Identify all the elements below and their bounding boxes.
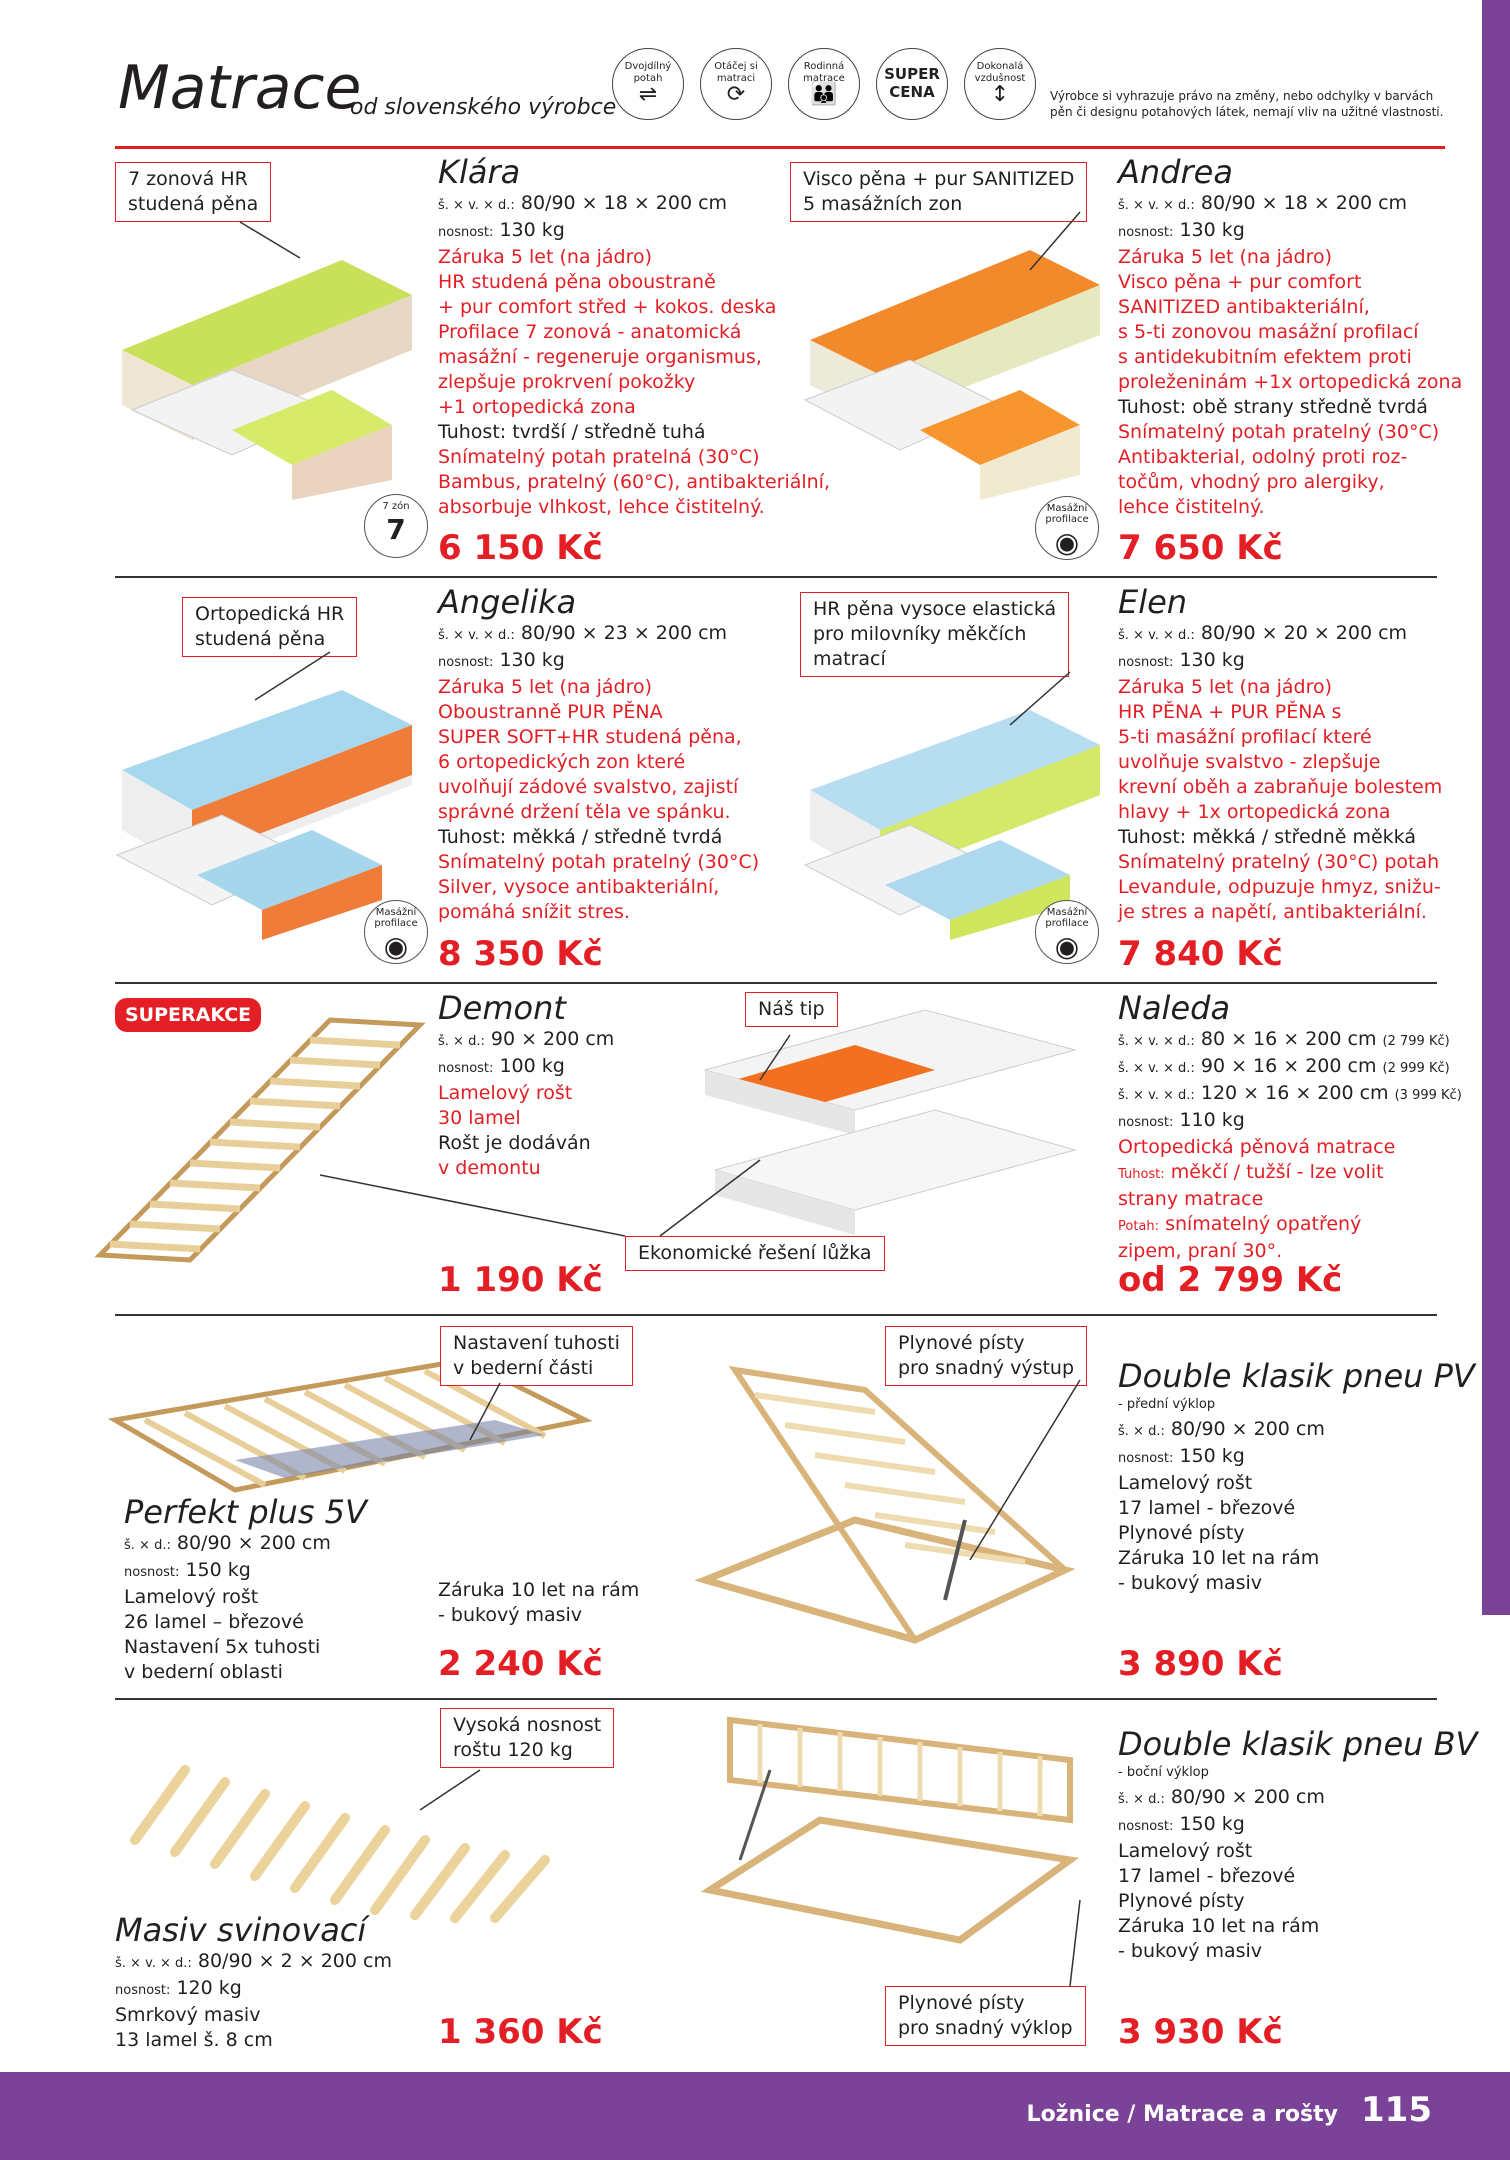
page-title: Matrace bbox=[118, 53, 362, 123]
angelika-callout: Ortopedická HR studená pěna bbox=[182, 597, 357, 657]
massage-profile-icon: Masážní profilace ◉ bbox=[364, 900, 428, 964]
double-bv-callout: Plynové písty pro snadný výklop bbox=[885, 1986, 1086, 2046]
naleda-price: od 2 799 Kč bbox=[1118, 1260, 1343, 1300]
double-pv-callout: Plynové písty pro snadný výstup bbox=[885, 1326, 1087, 1386]
flip-mattress-badge: Otáčej si matraci ⟳ bbox=[700, 48, 772, 120]
masiv-specs: š. × v. × d.: 80/90 × 2 × 200 cm nosnost: 120 kg Smrkový masiv 13 lamel š. 8 cm bbox=[115, 1950, 392, 2051]
footer-section: Ložnice / Matrace a rošty bbox=[1026, 2102, 1338, 2127]
andrea-callout: Visco pěna + pur SANITIZED 5 masážních zon bbox=[790, 162, 1087, 222]
elen-name: Elen bbox=[1118, 583, 1188, 621]
massage-profile-icon: Masážní profilace ◉ bbox=[1035, 496, 1099, 560]
double-bv-specs: - boční výklop š. × d.: 80/90 × 200 cm nosnost: 150 kg Lamelový rošt 17 lamel - březové Plynové písty Záruka 10 let na rám - bukový masiv bbox=[1118, 1765, 1325, 1962]
perfekt-callout: Nastavení tuhosti v bederní části bbox=[440, 1326, 633, 1386]
double-pv-name: Double klasik pneu PV bbox=[1118, 1357, 1475, 1395]
double-pv-specs: - přední výklop š. × d.: 80/90 × 200 cm nosnost: 150 kg Lamelový rošt 17 lamel - březové Plynové písty Záruka 10 let na rám - bukový masiv bbox=[1118, 1397, 1325, 1594]
family-mattress-badge: Rodinná matrace 👪 bbox=[788, 48, 860, 120]
page-subtitle: od slovenského výrobce bbox=[350, 95, 617, 120]
perfekt-price: 2 240 Kč bbox=[438, 1644, 603, 1684]
elen-price: 7 840 Kč bbox=[1118, 934, 1283, 974]
double-pv-price: 3 890 Kč bbox=[1118, 1644, 1283, 1684]
double-bv-price: 3 930 Kč bbox=[1118, 2012, 1283, 2052]
angelika-name: Angelika bbox=[438, 583, 577, 621]
naleda-name: Naleda bbox=[1118, 989, 1231, 1027]
andrea-name: Andrea bbox=[1118, 153, 1233, 191]
ventilation-badge: Dokonalá vzdušnost ↕ bbox=[964, 48, 1036, 120]
superakce-badge: SUPERAKCE bbox=[115, 998, 261, 1032]
seven-zone-icon: 7 zón 7 bbox=[364, 494, 428, 558]
elen-callout: HR pěna vysoce elastická pro milovníky měkčích matrací bbox=[800, 592, 1069, 677]
klara-callout: 7 zonová HR studená pěna bbox=[115, 162, 271, 222]
perfekt-warranty: Záruka 10 let na rám - bukový masiv bbox=[438, 1579, 640, 1626]
angelika-specs: š. × v. × d.: 80/90 × 23 × 200 cm nosnost: 130 kg Záruka 5 let (na jádro) Oboustranně PUR PĚNA SUPER SOFT+HR studená pěna, 6 ortopedických zon které uvolňují zádové svalstvo, zajistí správné držení těla ve spánku. Tuhost: měkká / středně tvrdá Snímatelný potah pratelný (30°C) Silver, vysoce antibakteriální, pomáhá snížit stres. bbox=[438, 622, 760, 923]
demont-price: 1 190 Kč bbox=[438, 1260, 603, 1300]
double-bv-name: Double klasik pneu BV bbox=[1118, 1725, 1478, 1763]
two-part-cover-badge: Dvojdílný potah ⇌ bbox=[612, 48, 684, 120]
economic-callout: Ekonomické řešení lůžka bbox=[625, 1236, 885, 1271]
klara-price: 6 150 Kč bbox=[438, 528, 603, 568]
andrea-specs: š. × v. × d.: 80/90 × 18 × 200 cm nosnost: 130 kg Záruka 5 let (na jádro) Visco pěna + pur comfort SANITIZED antibakteriální, s 5-ti zonovou masážní profilací s antidekubitním efektem proti proleženinám +1x ortopedická zona Tuhost: obě strany středně tvrdá Snímatelný potah pratelný (30°C) Antibakterial, odolný proti roz- točům, vhodný pro alergiky, lehce čistitelný. bbox=[1118, 192, 1463, 518]
masiv-price: 1 360 Kč bbox=[438, 2012, 603, 2052]
page-number: 115 bbox=[1361, 2090, 1432, 2130]
massage-profile-icon: Masážní profilace ◉ bbox=[1035, 900, 1099, 964]
andrea-price: 7 650 Kč bbox=[1118, 528, 1283, 568]
perfekt-name: Perfekt plus 5V bbox=[124, 1493, 367, 1531]
masiv-name: Masiv svinovací bbox=[115, 1911, 367, 1949]
angelika-price: 8 350 Kč bbox=[438, 934, 603, 974]
klara-name: Klára bbox=[438, 153, 521, 191]
klara-specs: š. × v. × d.: 80/90 × 18 × 200 cm nosnost: 130 kg Záruka 5 let (na jádro) HR studená pěna oboustraně + pur comfort střed + kokos. deska Profilace 7 zonová - anatomická masážní - regeneruje organismus, zlepšuje prokrvení pokožky +1 ortopedická zona Tuhost: tvrdší / středně tuhá Snímatelný potah pratelná (30°C) Bambus, pratelný (60°C), antibakteriální, absorbuje vlhkost, lehce čistitelný. bbox=[438, 192, 831, 518]
super-price-badge: SUPER CENA bbox=[876, 48, 948, 120]
demont-name: Demont bbox=[438, 989, 566, 1027]
masiv-callout: Vysoká nosnost roštu 120 kg bbox=[440, 1708, 614, 1768]
nas-tip-callout: Náš tip bbox=[745, 992, 838, 1027]
demont-specs: š. × d.: 90 × 200 cm nosnost: 100 kg Lamelový rošt 30 lamel Rošt je dodáván v demontu bbox=[438, 1028, 615, 1179]
disclaimer-notice: Výrobce si vyhrazuje právo na změny, nebo odchylky v barvách pěn či designu potahových látek, nemají vliv na užitné vlastnosti. bbox=[1050, 89, 1444, 119]
elen-specs: š. × v. × d.: 80/90 × 20 × 200 cm nosnost: 130 kg Záruka 5 let (na jádro) HR PĚNA + PUR PĚNA s 5-ti masážní profilací které uvolňuje svalstvo - zlepšuje krevní oběh a zabraňuje bolestem hlavy + 1x ortopedická zona Tuhost: měkká / středně měkká Snímatelný pratelný (30°C) potah Levandule, odpuzuje hmyz, snižu- je stres a napětí, antibakteriální. bbox=[1118, 622, 1443, 923]
naleda-specs: š. × v. × d.: 80 × 16 × 200 cm (2 799 Kč) š. × v. × d.: 90 × 16 × 200 cm (2 999 Kč) š. × v. × d.: 120 × 16 × 200 cm (3 999 Kč) nosnost: 110 kg Ortopedická pěnová matrace Tuhost: měkčí / tužší - lze volit strany matrace Potah: snímatelný opatřený zipem, praní 30°. bbox=[1118, 1028, 1462, 1262]
perfekt-specs: š. × d.: 80/90 × 200 cm nosnost: 150 kg Lamelový rošt 26 lamel – březové Nastavení 5x tuhosti v bederní oblasti bbox=[124, 1532, 331, 1683]
